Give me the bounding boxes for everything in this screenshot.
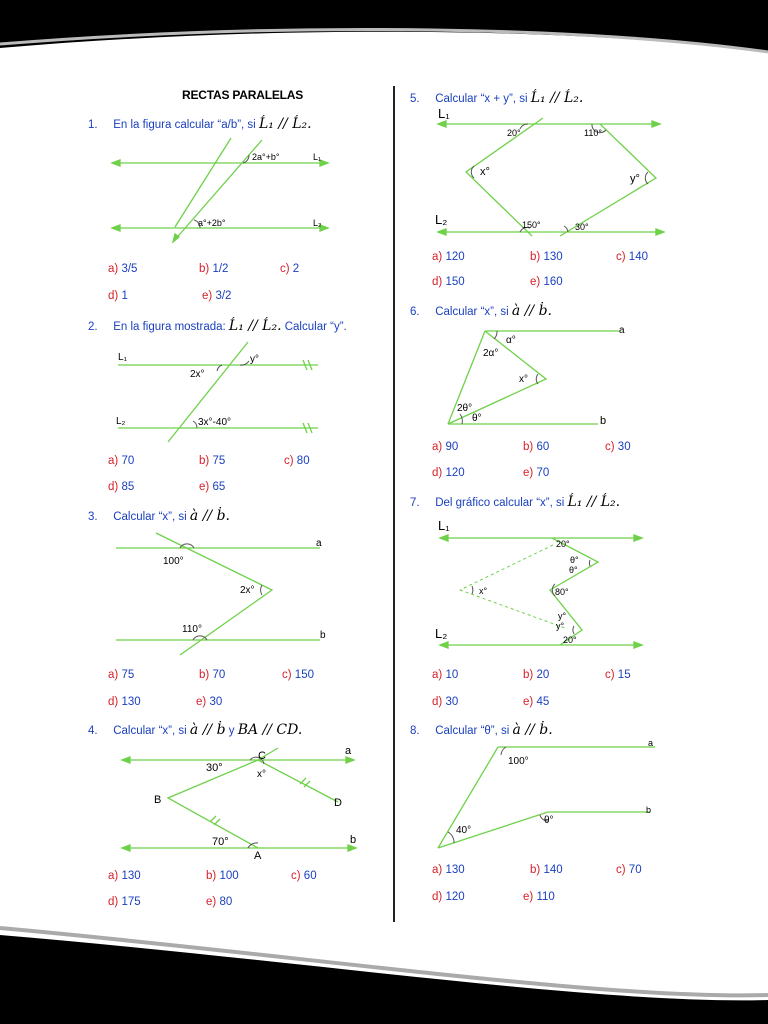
question-math: à // ḃ. xyxy=(512,722,553,738)
fig7-label: θ° xyxy=(569,565,578,575)
fig6-label: 2α° xyxy=(483,348,499,359)
fig3-label: b xyxy=(320,630,326,641)
fig3-label: 110° xyxy=(182,624,202,635)
fig3-label: a xyxy=(316,538,322,549)
fig6-label: α° xyxy=(506,335,516,346)
fig5-label: L₂ xyxy=(435,212,448,227)
q8-option-b[interactable]: b) 140 xyxy=(530,864,563,876)
fig5-label: 20° xyxy=(507,128,521,138)
q1-option-d[interactable]: d) 1 xyxy=(108,290,128,302)
question-math: BA // CD. xyxy=(237,722,303,738)
question-text: y xyxy=(228,725,235,737)
fig6-label: b xyxy=(600,415,607,427)
fig7-label: y° xyxy=(556,621,565,631)
q7-option-c[interactable]: c) 15 xyxy=(605,669,631,681)
page-title: RECTAS PARALELAS xyxy=(182,88,304,102)
fig4-label: B xyxy=(154,794,162,806)
question-math: à // ḃ. xyxy=(189,508,230,524)
fig1-label: a°+2b° xyxy=(198,218,226,228)
fig7-label: L₂ xyxy=(435,626,448,641)
fig8-label: 100° xyxy=(508,756,529,767)
fig3-label: 2x° xyxy=(240,585,255,596)
q3-option-d[interactable]: d) 130 xyxy=(108,696,141,708)
fig5-label: 110° xyxy=(584,128,602,138)
q7-option-d[interactable]: d) 30 xyxy=(432,696,459,708)
fig1-label: L₂ xyxy=(313,218,322,228)
question-number: 6. xyxy=(410,306,420,318)
q5-option-e[interactable]: e) 160 xyxy=(530,276,563,288)
question-number: 2. xyxy=(88,321,98,333)
q6-option-b[interactable]: b) 60 xyxy=(523,441,550,453)
question-number: 7. xyxy=(410,497,420,509)
fig5-label: L₁ xyxy=(438,106,450,121)
fig4-label: C xyxy=(258,750,266,762)
fig1-label: 2a°+b° xyxy=(252,152,280,162)
fig7-label: 20° xyxy=(556,539,570,549)
question-math: à // ḃ. xyxy=(511,303,552,319)
fig5-label: 150° xyxy=(522,220,541,230)
q2-option-a[interactable]: a) 70 xyxy=(108,455,135,467)
q1-option-a[interactable]: a) 3/5 xyxy=(108,263,138,275)
q1-option-e[interactable]: e) 3/2 xyxy=(202,290,232,302)
fig6-label: a xyxy=(619,325,625,336)
fig4-label: x° xyxy=(257,769,266,780)
question-number: 1. xyxy=(88,119,98,131)
question-number: 8. xyxy=(410,725,420,737)
fig7-label: L₁ xyxy=(438,518,450,533)
q8-option-d[interactable]: d) 120 xyxy=(432,891,465,903)
fig7-label: x° xyxy=(479,586,488,596)
q4-option-a[interactable]: a) 130 xyxy=(108,870,141,882)
question-math: Ĺ₁ // Ĺ₂. xyxy=(567,494,621,510)
q3-option-a[interactable]: a) 75 xyxy=(108,669,135,681)
q5-option-c[interactable]: c) 140 xyxy=(616,251,648,263)
fig6-label: x° xyxy=(519,374,528,385)
question-text: En la figura mostrada: xyxy=(113,321,226,333)
question-text: Calcular “θ”, si xyxy=(435,725,510,737)
q4-option-d[interactable]: d) 175 xyxy=(108,896,141,908)
q2-option-d[interactable]: d) 85 xyxy=(108,481,135,493)
q1-option-c[interactable]: c) 2 xyxy=(280,263,300,275)
fig2-label: L₁ xyxy=(118,352,127,363)
q6-option-c[interactable]: c) 30 xyxy=(605,441,631,453)
q2-option-e[interactable]: e) 65 xyxy=(199,481,226,493)
fig8-label: 40° xyxy=(456,825,472,836)
question-text: Calcular “x + y”, si xyxy=(435,93,528,105)
question-math: Ĺ₁ // Ĺ₂. xyxy=(228,318,282,334)
fig3-label: 100° xyxy=(163,556,184,567)
fig5-label: x° xyxy=(480,166,490,178)
fig7-label: 80° xyxy=(555,587,569,597)
q4-option-b[interactable]: b) 100 xyxy=(206,870,239,882)
fig5-label: 30° xyxy=(575,222,589,232)
fig4-label: A xyxy=(254,850,262,862)
fig6-label: θ° xyxy=(472,413,482,424)
fig4-label: 30° xyxy=(206,762,223,774)
fig8-label: b xyxy=(646,805,652,815)
q8-option-a[interactable]: a) 130 xyxy=(432,864,465,876)
fig1-label: L₁ xyxy=(313,152,322,162)
q3-option-c[interactable]: c) 150 xyxy=(282,669,314,681)
fig5-label: y° xyxy=(630,173,640,185)
fig7-label: θ° xyxy=(570,555,579,565)
q5-option-a[interactable]: a) 120 xyxy=(432,251,465,263)
q1-option-b[interactable]: b) 1/2 xyxy=(199,263,229,275)
fig7-label: y° xyxy=(558,611,567,621)
q6-option-a[interactable]: a) 90 xyxy=(432,441,459,453)
q8-option-c[interactable]: c) 70 xyxy=(616,864,642,876)
q4-option-c[interactable]: c) 60 xyxy=(291,870,317,882)
q2-option-b[interactable]: b) 75 xyxy=(199,455,226,467)
question-text: En la figura calcular “a/b”, si xyxy=(113,119,256,131)
fig2-label: 2x° xyxy=(190,369,205,380)
q3-option-b[interactable]: b) 70 xyxy=(199,669,226,681)
q4-option-e[interactable]: e) 80 xyxy=(206,896,233,908)
question-text: Del gráfico calcular “x”, si xyxy=(435,497,565,509)
fig7-label: 20° xyxy=(563,635,577,645)
fig2-label: L₂ xyxy=(116,416,126,427)
question-number: 3. xyxy=(88,511,98,523)
question-text: Calcular “x”, si xyxy=(435,306,509,318)
fig6-label: 2θ° xyxy=(457,403,473,414)
question-text: Calcular “x”, si xyxy=(113,725,187,737)
question-number: 4. xyxy=(88,725,98,737)
q5-option-d[interactable]: d) 150 xyxy=(432,276,465,288)
fig8-label: θ° xyxy=(544,815,554,826)
q7-option-a[interactable]: a) 10 xyxy=(432,669,459,681)
fig4-label: 70° xyxy=(212,836,229,848)
question-math: Ĺ₁ // Ĺ₂. xyxy=(530,90,584,106)
fig2-label: 3x°-40° xyxy=(198,417,232,428)
q8-option-e[interactable]: e) 110 xyxy=(523,891,555,903)
fig2-label: y° xyxy=(250,354,259,365)
q7-option-b[interactable]: b) 20 xyxy=(523,669,550,681)
question-math: à // ḃ xyxy=(189,722,226,738)
q7-option-e[interactable]: e) 45 xyxy=(523,696,550,708)
question-math: Ĺ₁ // Ĺ₂. xyxy=(258,116,312,132)
q6-option-d[interactable]: d) 120 xyxy=(432,467,465,479)
q3-option-e[interactable]: e) 30 xyxy=(196,696,223,708)
fig4-label: D xyxy=(334,797,342,809)
question-text: Calcular “x”, si xyxy=(113,511,187,523)
fig4-label: a xyxy=(345,745,352,757)
fig4-label: b xyxy=(350,834,357,846)
question-number: 5. xyxy=(410,93,420,105)
q5-option-b[interactable]: b) 130 xyxy=(530,251,563,263)
fig8-label: a xyxy=(648,738,654,748)
q2-option-c[interactable]: c) 80 xyxy=(284,455,310,467)
question-text: Calcular “y”. xyxy=(284,321,347,333)
q6-option-e[interactable]: e) 70 xyxy=(523,467,550,479)
